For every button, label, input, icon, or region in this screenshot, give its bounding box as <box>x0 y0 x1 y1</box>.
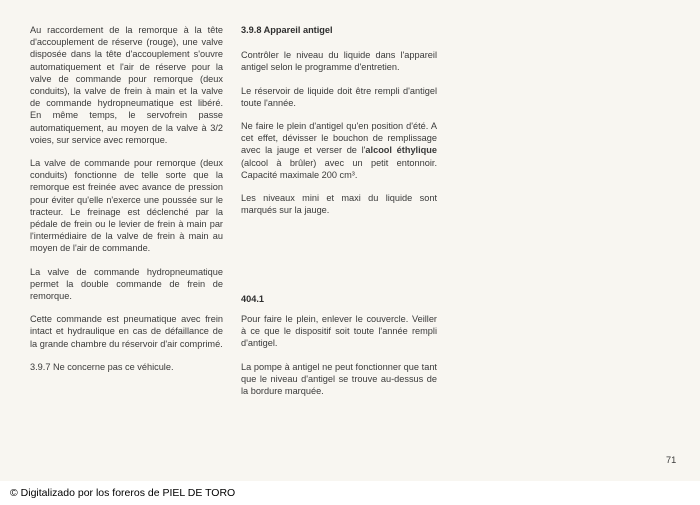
paragraph: Cette commande est pneumatique avec frein intact et hydraulique en cas de défaillance de la grande chambre du réservoir d'air comprimé. <box>30 314 223 349</box>
section-heading: 3.9.8 Appareil antigel <box>241 25 333 35</box>
paragraph: La valve de commande hydropneumatique permet la double commande de frein de remorque. <box>30 266 223 302</box>
page-number: 71 <box>666 455 677 465</box>
footer-credit: © Digitalizado por los foreros de PIEL DE TORO <box>10 487 236 499</box>
paragraph: La pompe à antigel ne peut fonctionner que tant que le niveau d'antigel se trouve au-dessus de la bordure marquée. <box>241 361 437 397</box>
paragraph: Les niveaux mini et maxi du liquide sont marqués sur la jauge. <box>241 193 437 216</box>
section-note: 3.9.7 Ne concerne pas ce véhicule. <box>30 361 174 372</box>
paragraph: Le réservoir de liquide doit être rempli d'antigel toute l'année. <box>241 85 437 108</box>
paragraph: Contrôler le niveau du liquide dans l'appareil antigel selon le programme d'entretien. <box>241 50 437 73</box>
paragraph: La valve de commande pour remorque (deux conduits) fonctionne de telle sorte que la remorque est freinée avec avance de pression pour éviter qu'elle n'exerce une poussée sur le tracteur. Le freinage est déclenché par la pédale de frein ou le levier de frein à main par l'intermédiaire de la valve de frein à main au moyen de l'air de commande. <box>30 158 223 254</box>
paragraph: Pour faire le plein, enlever le couvercle. Veiller à ce que le dispositif soit toute l'année rempli d'antigel. <box>241 314 437 349</box>
right-column-lower <box>241 313 437 408</box>
section-heading-404: 404.1 <box>241 294 264 304</box>
paragraph <box>241 120 437 181</box>
text-run: Ne faire le plein d'antigel qu'en position d'été. A cet effet, dévisser le bouchon de remplissage avec la jauge et verser de l' <box>241 121 437 156</box>
right-column <box>241 24 437 227</box>
paragraph: Au raccordement de la remorque à la tête d'accouplement de réserve (rouge), une valve disposée dans la tête d'accouplement s'ouvre automatiquement et l'air de réserve pour la valve de commande pour remorque (deux conduits), la valve de frein à main et la valve de commande hydropneumatique est libéré. En même temps, le servofrein passe automatiquement, au moyen de la valve à 3/2 voies, sur service avec remorque. <box>30 25 223 145</box>
left-column <box>30 24 223 384</box>
bold-term: alcool éthylique <box>365 145 437 156</box>
text-run: (alcool à brûler) avec un petit entonnoir. Capacité maximale 200 cm³. <box>241 157 437 180</box>
